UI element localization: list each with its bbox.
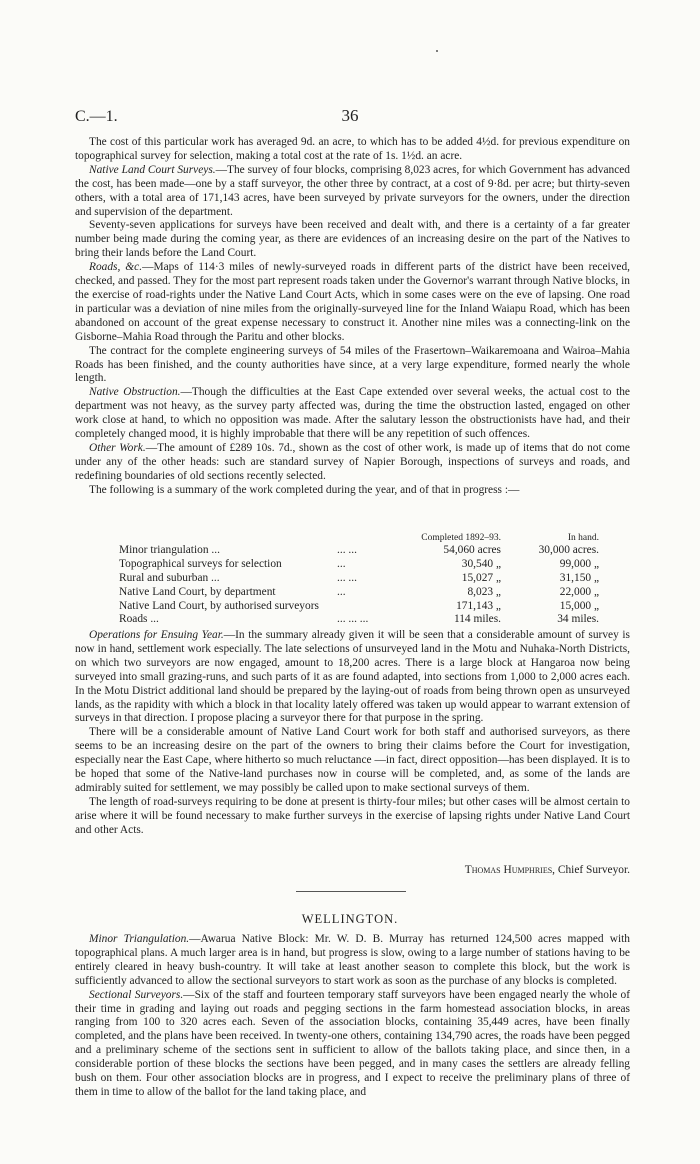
- row-in-hand-value: 31,150 „: [559, 571, 599, 584]
- signature-line: [75, 864, 630, 876]
- row-leader-dots: ... ... ...: [337, 613, 369, 626]
- paragraph-cost: The cost of this particular work has averaged 9d. an acre, to which has to be added 4½d. for previous expenditure on topographical survey for selection, making a total cost at the rate of 1s. 1½d. an acre.: [75, 136, 630, 162]
- paragraph-body: —The amount of £289 10s. 7d., shown as the cost of other work, is made up of items that do not come under any of the other heads: such are standard survey of Napier Borough, inspections of surveys and roads, and redefining boundaries of old sections recently selected.: [75, 441, 630, 482]
- section-title-wellington: WELLINGTON.: [301, 912, 399, 926]
- paragraph-body: —Awarua Native Block: Mr. W. D. B. Murray has returned 124,500 acres mapped with topographical plans. A much larger area is in hand, but progress is slow, owing to a large number of stations having to be entirely cleared in heavy bush-country. It will take at least another season to complete this block, but the work is sufficiently advanced to allow the sectional surveyors to start work as soon as the purchase of any blocks is completed.: [75, 933, 630, 987]
- summary-header-row: [75, 532, 630, 544]
- signatory-name: Thomas Humphries: [464, 864, 553, 876]
- row-label: Rural and suburban ...: [119, 571, 220, 584]
- row-in-hand-value: 99,000 „: [559, 557, 599, 570]
- paragraph-heading: Native Land Court Surveys.: [89, 163, 216, 176]
- row-completed-value: 114 miles.: [453, 613, 501, 626]
- report-reference: C.—1.: [75, 108, 118, 125]
- paragraph-body: —The survey of four blocks, comprising 8,023 acres, for which Government has advanced the cost, has been made—one by a staff surveyor, the other three by contract, at a cost of 9·8d. per acre; but thirty-seven others, with a total area of 171,143 acres, have been surveyed by private surveyors for the owners, under the direction and supervision of the department.: [75, 163, 630, 218]
- paragraph-native-obstruction: [75, 386, 630, 442]
- row-in-hand-value: 22,000 „: [559, 585, 599, 598]
- row-leader-dots: ...: [337, 557, 346, 570]
- summary-row: [75, 613, 630, 627]
- summary-row: [75, 544, 630, 558]
- hawkes-bay-report-part1: [75, 136, 630, 498]
- signatory-title: , Chief Surveyor.: [552, 864, 630, 876]
- paragraph-roads: [75, 261, 630, 344]
- row-label: Native Land Court, by department: [119, 585, 276, 598]
- paragraph-heading: Sectional Surveyors.: [89, 988, 184, 1001]
- summary-row: [75, 572, 630, 586]
- row-leader-dots: ... ...: [337, 571, 357, 584]
- section-divider: [296, 891, 406, 892]
- page-speck: [436, 50, 438, 52]
- paragraph-heading: Other Work.: [89, 441, 146, 454]
- summary-row: [75, 600, 630, 614]
- row-label: Topographical surveys for selection: [119, 557, 282, 570]
- paragraph-road-surveys: The length of road-surveys requiring to be done at present is thirty-four miles; but other cases will be almost certain to arise where it will be found necessary to make further surveys in the exercise of lapsing rights under Native Land Court and other Acts.: [75, 795, 630, 836]
- work-summary-table: [75, 532, 630, 627]
- paragraph-body: —Though the difficulties at the East Cape extended over several weeks, the actual cost to the department was not heavy, as the survey party affected was, during the time the obstruction lasted, engaged on other work close at hand, to which no opposition was made. After the salutary lesson the obstructionists have had, and their completely changed mood, it is highly improbable that there will be any repetition of such offences.: [75, 386, 630, 441]
- paragraph-body: —Maps of 114·3 miles of newly-surveyed roads in different parts of the district have been received, checked, and passed. They for the most part represent roads taken under the Governor's warrant through Native blocks, in the exercise of road-rights under the Native Land Court Acts, which in some cases were on the eve of lapsing. One road in particular was a deviation of nine miles from the originally-surveyed line for the Inland Waiapu Road, which has been abandoned on account of the great expense necessary to construct it. Another nine miles was a connecting-link on the Gisborne–Mahia Road through the Paritu and other blocks.: [75, 261, 630, 343]
- paragraph-sectional-surveyors: [75, 989, 630, 1100]
- row-label: Roads ...: [119, 613, 159, 626]
- paragraph-contract: The contract for the complete engineering surveys of 54 miles of the Frasertown–Waikaremoana and Wairoa–Mahia Roads has been finished, and the county authorities have since, at a very large expenditure, formed nearly the whole length.: [75, 344, 630, 385]
- page-number: 36: [341, 106, 359, 125]
- paragraph-native-land-work: There will be a considerable amount of Native Land Court work for both staff and authorised surveyors, as there seems to be an increasing desire on the part of the owners to bring their claims before the Court for investigation, especially near the East Cape, where hitherto so much reluctance —in fact, direct opposition—has been displayed. It is to be hoped that some of the Native-land purchases now in course will be completed, and, as some of the lands are admirably suited for settlement, we may possibly be called upon to make sectional surveys of them.: [75, 726, 630, 794]
- summary-row: [75, 586, 630, 600]
- row-label: Minor triangulation ...: [119, 544, 220, 556]
- paragraph-minor-triangulation: [75, 933, 630, 989]
- paragraph-heading: Operations for Ensuing Year.: [89, 629, 224, 641]
- row-in-hand-value: 34 miles.: [557, 613, 599, 626]
- row-completed-value: 30,540 „: [461, 557, 501, 570]
- paragraph-operations: [75, 629, 630, 726]
- row-completed-value: 8,023 „: [467, 585, 501, 598]
- paragraph-body: —In the summary already given it will be seen that a considerable amount of survey is now in hand, settlement work especially. The late selections of unsurveyed land in the Motu and Nuhaka-North Districts, on which two surveyors are now engaged, amount to 18,200 acres. There is a large block at Hangaroa now being surveyed into small grazing-runs, and such parts of it as are found adapted, into sections from 1,000 to 2,000 acres each. In the Motu District additional land should be prepared by the laying-out of roads from being thrown open as unsurveyed lands, as the rapidity with which a block in that locality lately offered was taken up would appear to warrant extension of surveys in that direction. I propose placing a surveyor there for that purpose in the spring.: [75, 629, 630, 725]
- paragraph-applications: Seventy-seven applications for surveys have been received and dealt with, and there is a certainty of a far greater number being made during the coming year, as there are evidences of an increasing desire on the part of the Natives to bring their lands before the Land Court.: [75, 219, 630, 260]
- row-completed-value: 54,060 acres: [443, 544, 501, 556]
- column-header-in-hand: In hand.: [567, 533, 599, 543]
- paragraph-summary-intro: The following is a summary of the work completed during the year, and of that in progress :—: [89, 483, 520, 496]
- row-completed-value: 171,143 „: [456, 599, 501, 612]
- paragraph-heading: Minor Triangulation.: [89, 933, 190, 945]
- paragraph-other-work: [75, 442, 630, 484]
- paragraph-native-land-court: [75, 164, 630, 220]
- summary-row: [75, 558, 630, 572]
- paragraph-heading: Roads, &c.: [89, 261, 143, 274]
- row-in-hand-value: 30,000 acres.: [538, 544, 599, 556]
- hawkes-bay-report-part2: [75, 629, 630, 838]
- row-leader-dots: [337, 600, 391, 614]
- paragraph-heading: Native Obstruction.: [89, 386, 181, 399]
- row-label: Native Land Court, by authorised surveyors: [119, 599, 319, 612]
- paragraph-body: —Six of the staff and fourteen temporary staff surveyors have been engaged nearly the whole of their time in grading and laying out roads and pegging sections in the farm homestead association blocks, in areas ranging from 100 to 320 acres each. Seven of the association blocks, containing 35,449 acres, have been finally completed, and the plans have been received. In twenty-one others, containing 134,790 acres, the roads have been pegged and a preliminary scheme of the sections sent in sufficient to allow of the ballots taking place, and since then, in a considerable portion of these blocks the sections have been pegged, and in many cases the settlers are already felling bush on them. Four other association blocks are in progress, and I expect to receive the preliminary plans of three of them in time to allow of the ballot for the land taking place, and: [75, 988, 630, 1098]
- row-in-hand-value: 15,000 „: [559, 599, 599, 612]
- row-completed-value: 15,027 „: [461, 571, 501, 584]
- row-leader-dots: ...: [337, 585, 346, 598]
- wellington-report: [75, 933, 630, 1100]
- column-header-completed: Completed 1892–93.: [421, 533, 501, 543]
- row-leader-dots: ... ...: [337, 544, 357, 556]
